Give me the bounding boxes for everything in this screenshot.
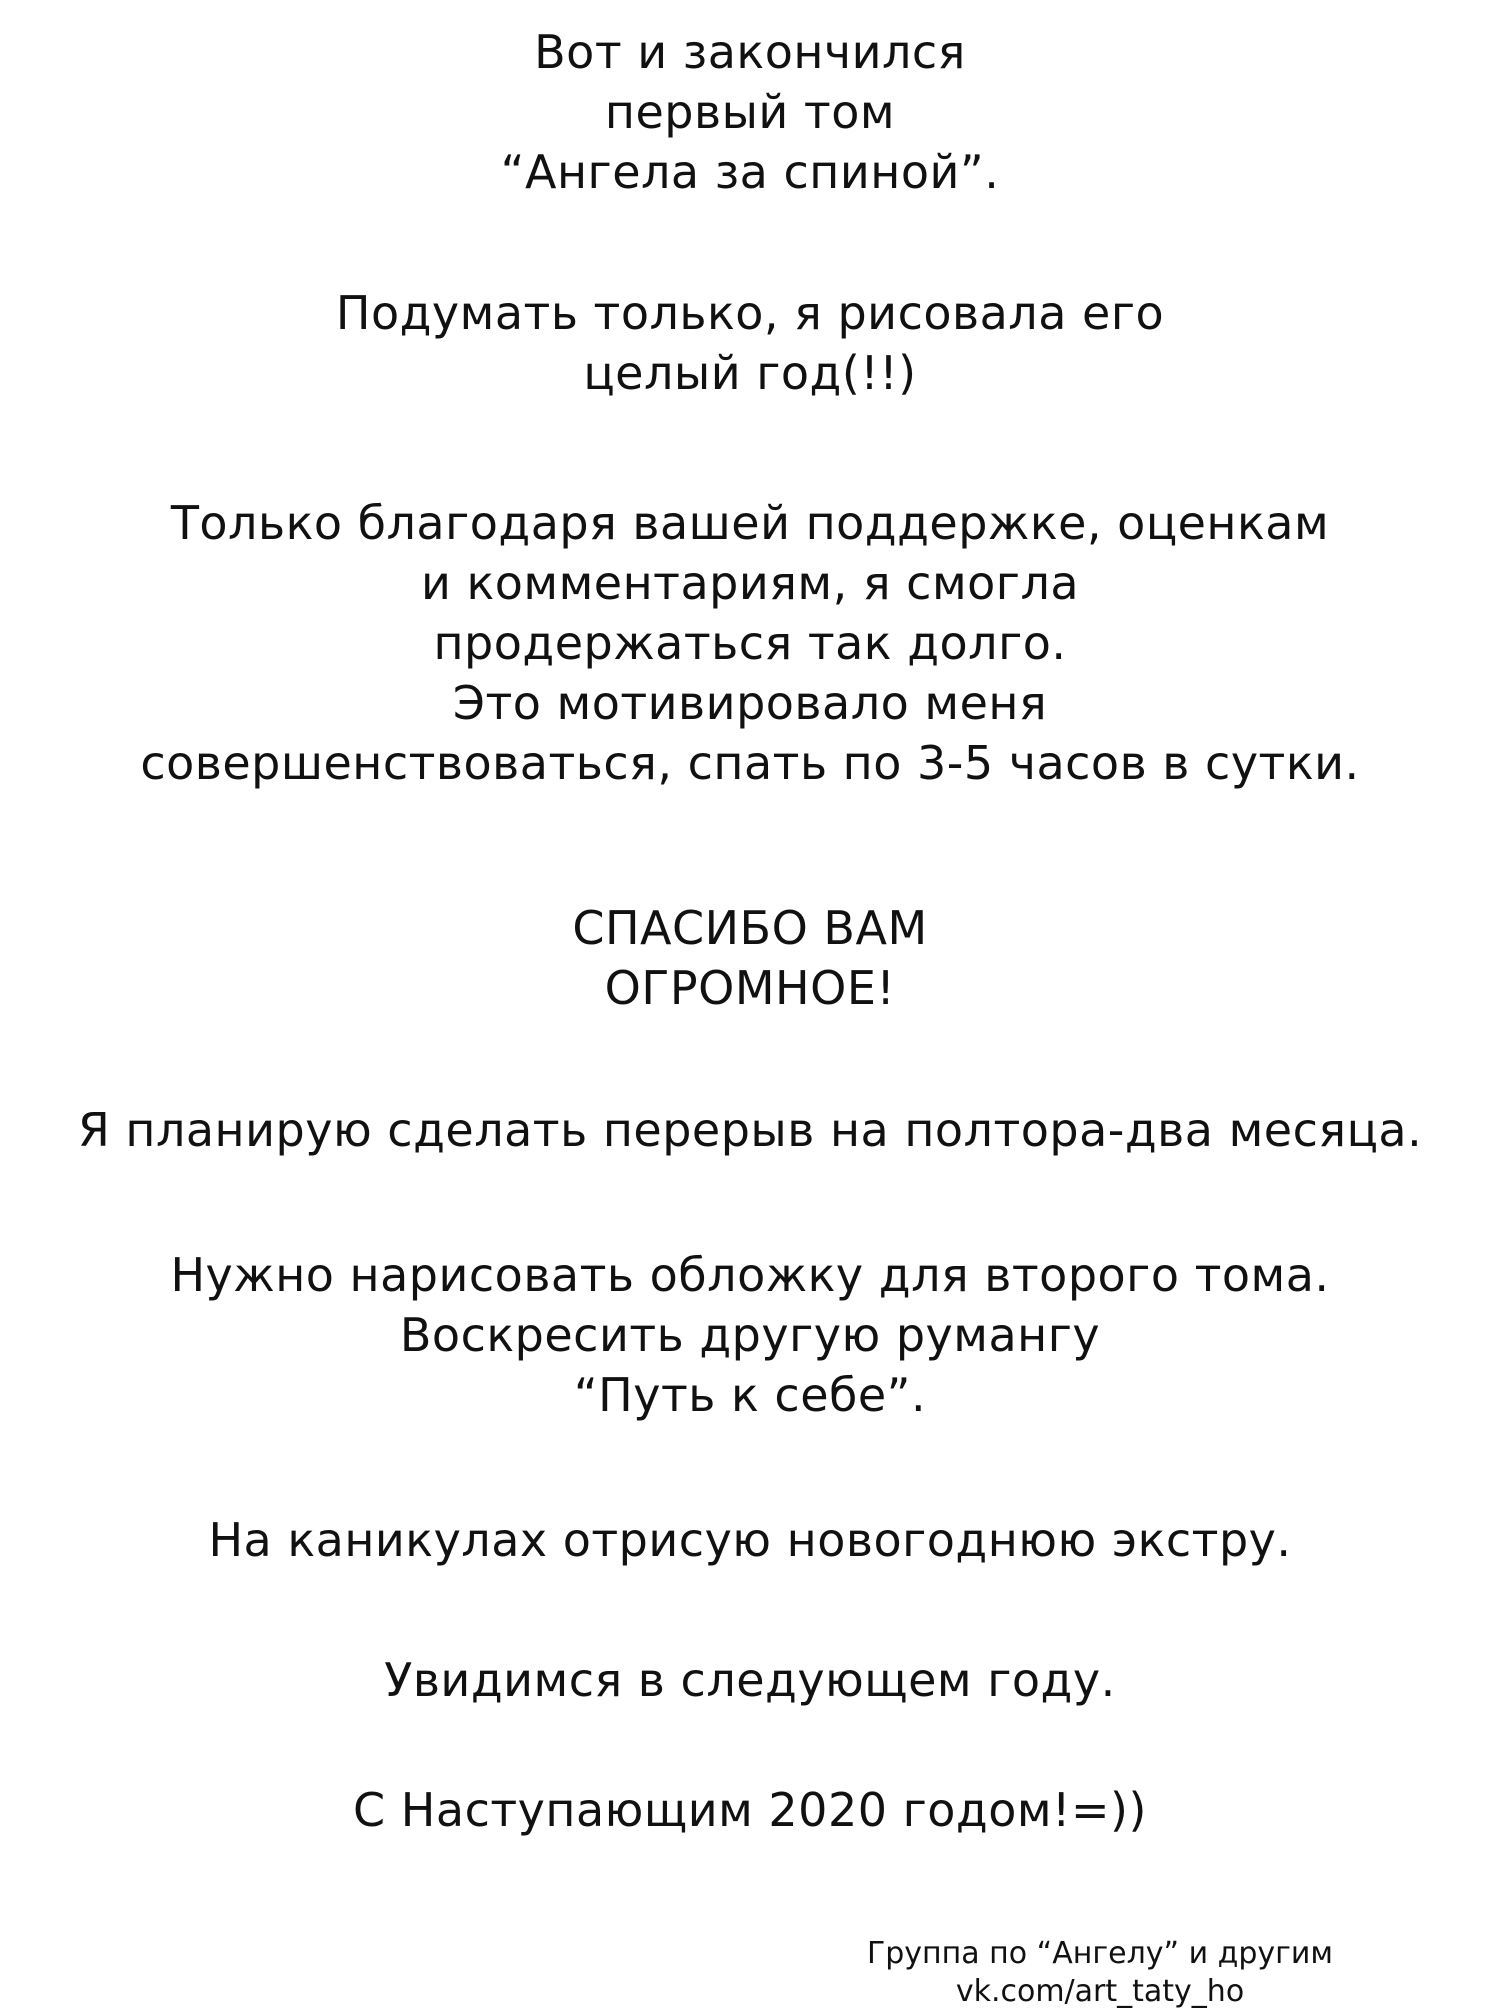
text-line: С Наступающим 2020 годом!=))	[353, 1783, 1147, 1837]
text-line: Я планирую сделать перерыв на полтора-два месяца.	[77, 1103, 1423, 1157]
text-line: целый год(!!)	[583, 346, 917, 400]
paragraph-break	[0, 1100, 1500, 1160]
paragraph-plans	[0, 1245, 1500, 1425]
text-line: ОГРОМНОЕ!	[604, 961, 896, 1015]
text-line: СПАСИБО ВАМ	[572, 901, 928, 955]
credit-url: vk.com/art_taty_ho	[955, 1974, 1245, 2009]
text-line: первый том	[604, 85, 896, 139]
text-line: Нужно нарисовать обложку для второго тома.	[170, 1248, 1330, 1302]
paragraph-see-you	[0, 1650, 1500, 1710]
paragraph-volume-end	[0, 22, 1500, 202]
text-line: “Путь к себе”.	[573, 1368, 927, 1422]
text-line: Это мотивировало меня	[452, 676, 1048, 730]
paragraph-thanks	[0, 898, 1500, 1018]
text-line: Вот и закончился	[534, 25, 966, 79]
text-line: Увидимся в следующем году.	[384, 1653, 1116, 1707]
text-line: Только благодаря вашей поддержке, оценкам	[170, 496, 1330, 550]
text-line: Подумать только, я рисовала его	[335, 286, 1165, 340]
paragraph-support	[0, 493, 1500, 793]
text-line: продержаться так долго.	[433, 616, 1067, 670]
paragraph-year	[0, 283, 1500, 403]
paragraph-holidays	[0, 1510, 1500, 1570]
text-line: На каникулах отрисую новогоднюю экстру.	[208, 1513, 1292, 1567]
text-line: Воскресить другую румангу	[399, 1308, 1101, 1362]
text-line: и комментариям, я смогла	[420, 556, 1080, 610]
text-line: “Ангела за спиной”.	[500, 145, 1000, 199]
credit-line: Группа по “Ангелу” и другим	[866, 1936, 1334, 1971]
text-line: совершенствоваться, спать по 3-5 часов в сутки.	[140, 736, 1360, 790]
paragraph-new-year	[0, 1780, 1500, 1840]
